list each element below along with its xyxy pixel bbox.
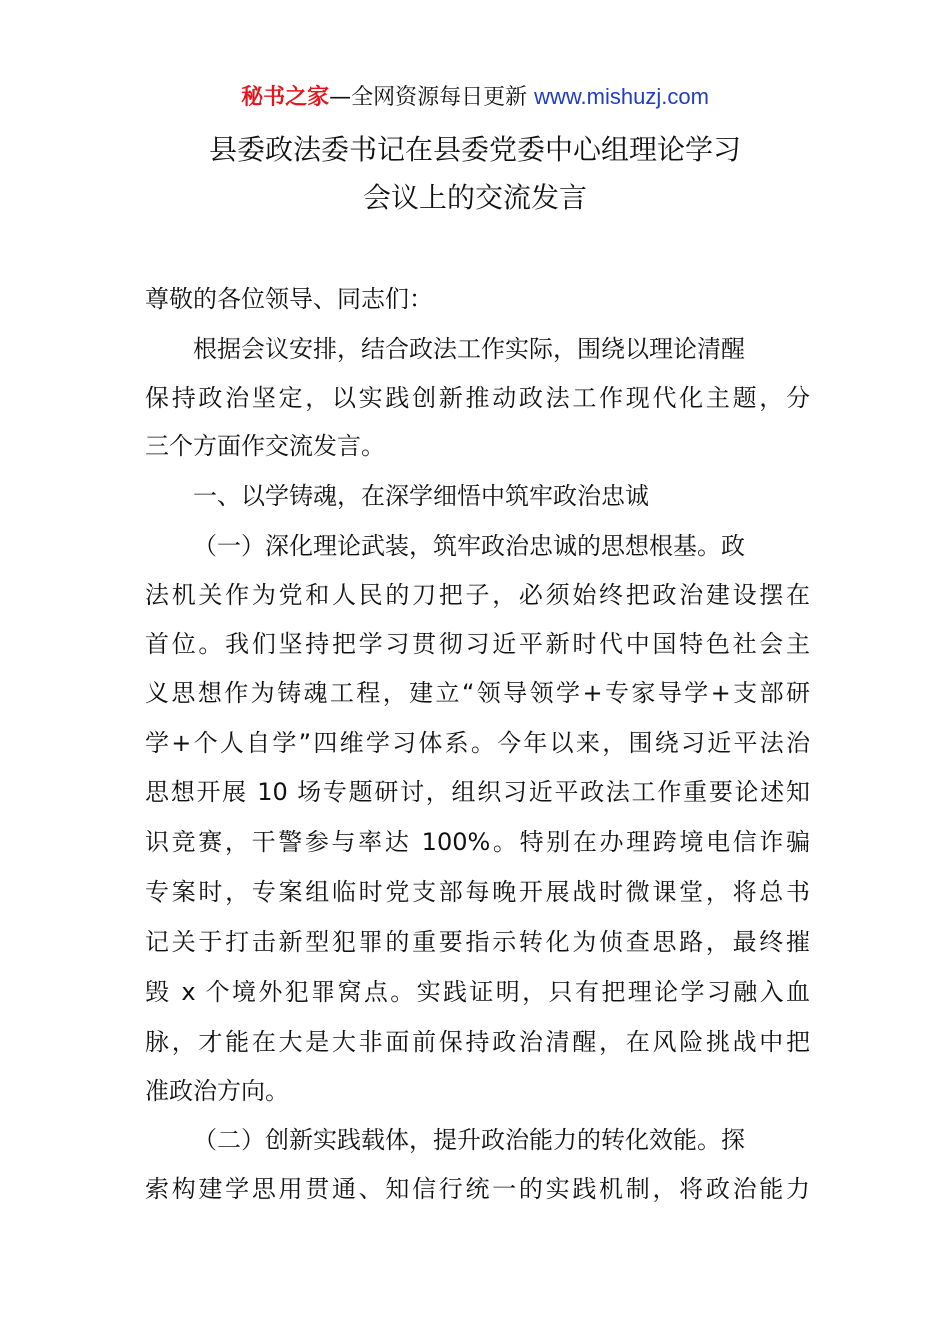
document-title-line-2: 会议上的交流发言 xyxy=(362,181,587,214)
body-text-line: （一）深化理论武装，筑牢政治忠诚的思想根基。政 xyxy=(193,532,745,560)
body-text-line: 三个方面作交流发言。 xyxy=(145,432,385,460)
body-text-line: 索构建学思用贯通、知信行统一的实践机制，将政治能力 xyxy=(145,1175,810,1203)
body-text-line: 记关于打击新型犯罪的重要指示转化为侦查思路，最终摧 xyxy=(145,928,810,956)
salutation: 尊敬的各位领导、同志们： xyxy=(145,285,433,313)
body-text-line: 思想开展 10 场专题研讨，组织习近平政法工作重要论述知 xyxy=(145,778,810,806)
body-text-line: 专案时，专案组临时党支部每晚开展战时微课堂，将总书 xyxy=(145,878,810,906)
document-title-line-1: 县委政法委书记在县委党委中心组理论学习 xyxy=(208,133,741,166)
site-brand: 秘书之家 xyxy=(241,85,330,110)
body-text-line: 保持政治坚定，以实践创新推动政法工作现代化主题，分 xyxy=(145,384,810,412)
body-text-line: 学+个人自学”四维学习体系。今年以来，围绕习近平法治 xyxy=(145,729,810,757)
site-url-link[interactable]: www.mishuzj.com xyxy=(534,84,709,109)
body-text-line: （二）创新实践载体，提升政治能力的转化效能。探 xyxy=(193,1126,745,1154)
body-text-line: 脉，才能在大是大非面前保持政治清醒，在风险挑战中把 xyxy=(145,1028,810,1056)
body-text-line: 义思想作为铸魂工程，建立“领导领学+专家导学+支部研 xyxy=(145,679,810,707)
site-banner xyxy=(0,80,950,115)
section-heading: 一、以学铸魂，在深学细悟中筑牢政治忠诚 xyxy=(193,482,649,510)
body-text-line: 毁 x 个境外犯罪窝点。实践证明，只有把理论学习融入血 xyxy=(145,978,810,1006)
body-text-line: 根据会议安排，结合政法工作实际，围绕以理论清醒 xyxy=(193,335,745,363)
body-text-line: 法机关作为党和人民的刀把子，必须始终把政治建设摆在 xyxy=(145,581,810,609)
body-text-line: 识竞赛，干警参与率达 100%。特别在办理跨境电信诈骗 xyxy=(145,828,810,856)
body-text-line: 首位。我们坚持把学习贯彻习近平新时代中国特色社会主 xyxy=(145,630,810,658)
body-text-line: 准政治方向。 xyxy=(145,1077,289,1105)
site-tagline: —全网资源每日更新 xyxy=(329,85,535,110)
